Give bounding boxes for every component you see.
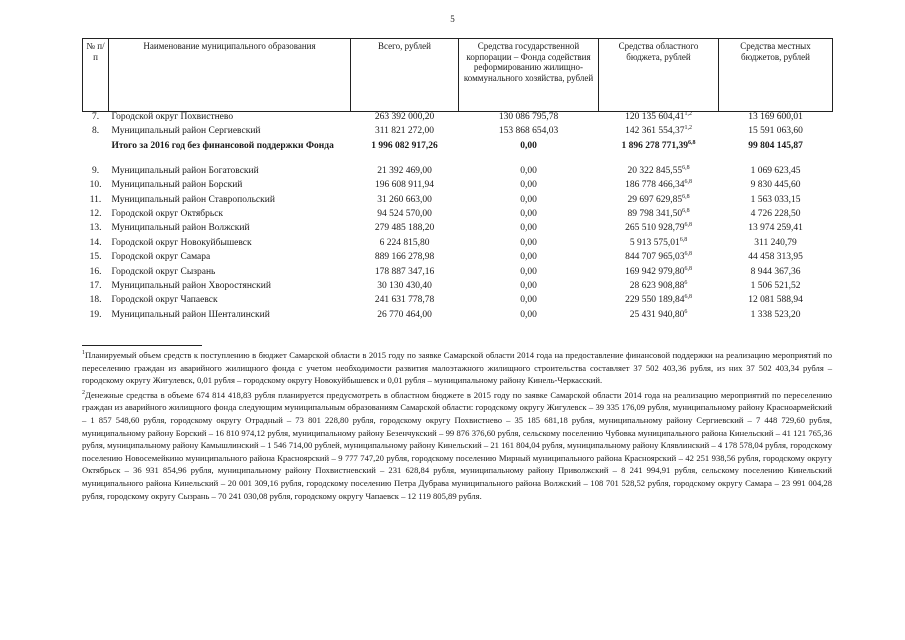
row-municipality xyxy=(109,195,351,209)
row-number xyxy=(83,310,109,324)
row-total-text: 279 485 188,20 xyxy=(374,223,435,234)
row-fund-text: 0,00 xyxy=(520,208,537,219)
row-local-text: 1 563 033,15 xyxy=(750,194,801,205)
row-local-text: 1 506 521,52 xyxy=(750,280,801,291)
header-local: Средства местных бюджетов, рублей xyxy=(719,39,833,112)
row-municipality xyxy=(109,126,351,140)
row-oblast xyxy=(599,295,719,309)
row-oblast-text: 186 778 466,34 xyxy=(625,180,685,191)
row-municipality-text: Муниципальный район Богатовский xyxy=(111,165,259,176)
row-total xyxy=(351,112,459,127)
row-total-text: 21 392 469,00 xyxy=(377,165,432,176)
row-local-text: 9 830 445,60 xyxy=(750,180,801,191)
row-municipality-text: Городской округ Самара xyxy=(111,252,211,263)
row-local-text: 4 726 228,50 xyxy=(750,208,801,219)
row-fund xyxy=(459,267,599,281)
total-oblast xyxy=(599,141,719,166)
row-local xyxy=(719,281,833,295)
row-fund xyxy=(459,112,599,127)
total-row xyxy=(83,141,833,166)
row-total xyxy=(351,238,459,252)
row-local-text: 1 069 623,45 xyxy=(750,165,801,176)
header-total: Всего, рублей xyxy=(351,39,459,112)
row-oblast xyxy=(599,238,719,252)
row-oblast-text: 89 798 341,50 xyxy=(627,208,683,219)
footnote-ref: 6 xyxy=(684,279,688,286)
row-municipality xyxy=(109,252,351,266)
row-fund xyxy=(459,195,599,209)
row-total xyxy=(351,195,459,209)
row-number-text: 10. xyxy=(89,180,102,191)
footnote-ref: 6,8 xyxy=(682,193,690,200)
header-fund: Средства государственной корпорации – Фонда содействия реформированию жилищно-коммунального хозяйства, рублей xyxy=(459,39,599,112)
row-oblast xyxy=(599,195,719,209)
row-local-text: 311 240,79 xyxy=(754,237,797,248)
footnote-ref: 6,8 xyxy=(682,164,690,171)
row-number-text: 16. xyxy=(89,266,102,277)
row-municipality xyxy=(109,267,351,281)
row-total-text: 196 608 911,94 xyxy=(374,180,435,191)
row-number-text: 17. xyxy=(89,280,102,291)
row-municipality xyxy=(109,209,351,223)
table-row xyxy=(83,112,833,127)
row-number xyxy=(83,238,109,252)
funding-table xyxy=(82,38,833,324)
total-local-text: 99 804 145,87 xyxy=(748,140,803,151)
row-local-text: 15 591 063,60 xyxy=(748,126,803,137)
row-municipality xyxy=(109,281,351,295)
footnote-2-mark: 2 xyxy=(82,389,85,396)
row-municipality xyxy=(109,166,351,180)
footnote-ref: 6,8 xyxy=(684,250,692,257)
row-number-text: 19. xyxy=(89,309,102,320)
row-fund xyxy=(459,223,599,237)
row-total xyxy=(351,252,459,266)
row-local xyxy=(719,267,833,281)
row-number-text: 12. xyxy=(89,208,102,219)
row-local xyxy=(719,126,833,140)
row-fund-text: 130 086 795,78 xyxy=(498,112,559,122)
row-number xyxy=(83,281,109,295)
row-number-text: 15. xyxy=(89,252,102,263)
row-number xyxy=(83,252,109,266)
row-municipality-text: Городской округ Октябрьск xyxy=(111,208,224,219)
row-number xyxy=(83,112,109,127)
row-local-text: 12 081 588,94 xyxy=(748,295,803,306)
footnote-1-text: Планируемый объем средств к поступлению в бюджет Самарской области в 2015 году по заявке Самарской области 2014 года на предоставление финансовой поддержки на реализацию мероприятий по переселению граждан из аварийного жилищного фонда с учетом необходимости развития малоэтажного жилищного строительства составляет 37 502 403,36 рубля, из них 37 502 403,34 рубля – городскому округу Жигулевск, 0,01 рубля – городскому округу Новокуйбышевск и 0,01 рубля – муниципальному району Кинель-Черкасский. xyxy=(82,350,832,386)
table-row xyxy=(83,126,833,140)
row-total-text: 30 130 430,40 xyxy=(377,280,432,291)
table-row xyxy=(83,252,833,266)
row-total xyxy=(351,166,459,180)
row-number xyxy=(83,295,109,309)
row-number-text: 13. xyxy=(89,223,102,234)
row-total xyxy=(351,281,459,295)
row-fund xyxy=(459,238,599,252)
row-local xyxy=(719,252,833,266)
row-number xyxy=(83,209,109,223)
row-total xyxy=(351,310,459,324)
row-oblast-text: 5 913 575,01 xyxy=(629,237,680,248)
row-fund xyxy=(459,126,599,140)
row-oblast xyxy=(599,281,719,295)
row-oblast-text: 844 707 965,03 xyxy=(625,252,685,263)
row-number xyxy=(83,223,109,237)
total-sum-text: 1 996 082 917,26 xyxy=(371,140,438,151)
footnote-ref: 6,8 xyxy=(684,294,692,301)
row-local-text: 13 169 600,01 xyxy=(748,112,803,122)
header-number: № п/п xyxy=(83,39,109,112)
row-fund-text: 0,00 xyxy=(520,266,537,277)
row-total xyxy=(351,223,459,237)
row-municipality-text: Муниципальный район Борский xyxy=(111,180,243,191)
row-number xyxy=(83,126,109,140)
table-row xyxy=(83,238,833,252)
table-row xyxy=(83,295,833,309)
row-oblast-text: 142 361 554,37 xyxy=(625,126,685,137)
row-fund-text: 0,00 xyxy=(520,194,537,205)
row-oblast xyxy=(599,252,719,266)
row-total-text: 31 260 663,00 xyxy=(377,194,432,205)
row-municipality xyxy=(109,112,351,127)
header-oblast: Средства областного бюджета, рублей xyxy=(599,39,719,112)
row-oblast xyxy=(599,223,719,237)
total-sum xyxy=(351,141,459,166)
row-number-text: 14. xyxy=(89,237,102,248)
row-local xyxy=(719,295,833,309)
row-number-text: 9. xyxy=(91,165,100,176)
table-row xyxy=(83,223,833,237)
row-total-text: 263 392 000,20 xyxy=(374,112,435,122)
row-municipality xyxy=(109,310,351,324)
row-oblast-text: 265 510 928,79 xyxy=(625,223,685,234)
footnote-ref: 6,8 xyxy=(684,222,692,229)
row-local xyxy=(719,223,833,237)
footnote-2 xyxy=(82,389,832,502)
footnote-ref: 1,2 xyxy=(684,125,692,132)
row-local xyxy=(719,166,833,180)
row-fund xyxy=(459,166,599,180)
row-local-text: 44 458 313,95 xyxy=(748,252,803,263)
row-local xyxy=(719,112,833,127)
row-fund xyxy=(459,180,599,194)
row-municipality xyxy=(109,238,351,252)
row-fund xyxy=(459,252,599,266)
row-municipality xyxy=(109,223,351,237)
row-oblast-text: 229 550 189,84 xyxy=(625,295,685,306)
row-oblast xyxy=(599,209,719,223)
row-local xyxy=(719,209,833,223)
total-oblast-text: 1 896 278 771,39 xyxy=(621,140,688,151)
row-fund-text: 153 868 654,03 xyxy=(498,126,559,137)
row-fund-text: 0,00 xyxy=(520,180,537,191)
row-fund xyxy=(459,310,599,324)
row-local xyxy=(719,195,833,209)
table-row xyxy=(83,281,833,295)
row-municipality xyxy=(109,295,351,309)
row-municipality-text: Городской округ Новокуйбышевск xyxy=(111,237,252,248)
row-fund-text: 0,00 xyxy=(520,309,537,320)
row-oblast xyxy=(599,180,719,194)
footnote-ref: 6 xyxy=(684,308,688,315)
row-number-text: 7. xyxy=(91,112,100,122)
table-header-row xyxy=(83,39,833,112)
table-row xyxy=(83,180,833,194)
row-oblast-text: 28 623 908,88 xyxy=(629,280,685,291)
row-total-text: 241 631 778,78 xyxy=(374,295,435,306)
row-number-text: 11. xyxy=(89,194,102,205)
row-local xyxy=(719,310,833,324)
row-total xyxy=(351,180,459,194)
row-total xyxy=(351,295,459,309)
row-total-text: 6 224 815,80 xyxy=(379,237,430,248)
footnote-ref: 6,8 xyxy=(679,236,688,243)
row-fund xyxy=(459,209,599,223)
row-oblast-text: 20 322 845,55 xyxy=(627,165,683,176)
total-label-text: Итого за 2016 год без финансовой поддержки Фонда xyxy=(111,140,334,151)
row-number xyxy=(83,195,109,209)
row-municipality-text: Муниципальный район Ставропольский xyxy=(111,194,275,205)
table-row xyxy=(83,209,833,223)
row-fund xyxy=(459,295,599,309)
row-total-text: 311 821 272,00 xyxy=(374,126,435,137)
footnote-ref: 6,8 xyxy=(688,139,696,146)
row-total-text: 94 524 570,00 xyxy=(377,208,432,219)
footnote-ref: 6,8 xyxy=(684,179,692,186)
row-oblast xyxy=(599,112,719,127)
row-oblast-text: 29 697 629,85 xyxy=(627,194,683,205)
footnote-ref: 6,8 xyxy=(682,207,690,214)
row-municipality-text: Городской округ Чапаевск xyxy=(111,295,218,306)
row-municipality-text: Муниципальный район Волжский xyxy=(111,223,250,234)
row-municipality-text: Городской округ Сызрань xyxy=(111,266,216,277)
footnote-ref: 1,2 xyxy=(684,110,692,117)
row-fund-text: 0,00 xyxy=(520,280,537,291)
total-fund-text: 0,00 xyxy=(520,140,537,151)
row-municipality-text: Муниципальный район Хворостянский xyxy=(111,280,271,291)
row-local-text: 13 974 259,41 xyxy=(748,223,803,234)
footnote-1 xyxy=(82,349,832,387)
page-number: 5 xyxy=(450,14,455,24)
footnote-2-text: Денежные средства в объеме 674 814 418,83 рубля планируется предусмотреть в областном бюджете в 2015 году по заявке Самарской области 2014 года на реализацию мероприятий по переселению граждан из аварийного жилищного фонда следующим муниципальным образованиям Самарской области: городскому округу Жигулевск – 39 335 176,09 рубля, муниципальному району Красноармейский – 1 857 548,60 рубля, городскому округу Отрадный – 73 801 228,80 рубля, городскому округу Похвистнево – 35 185 681,18 рубля, муниципальному району Сергиевский – 7 448 729,60 рубля, муниципальному району Борский – 16 810 974,12 рубля, муниципальному району Безенчукский – 99 876 376,60 рубля, сельскому поселению Чубовка муниципального района Кинельский – 41 121 765,36 рубля, муниципальному району Камышлинский – 1 546 714,00 рублей, муниципальному району Кинельский – 21 161 804,04 рубля, муниципальному району Клявлинский – 4 178 578,04 рубля, городскому поселению Новосемейкино муниципального района Красноярский – 9 777 747,20 рубля, городскому поселению Мирный муниципального района Красноярский – 42 251 938,56 рубля, городскому округу Октябрьск – 36 931 854,96 рубля, муниципальному району Похвистневский – 231 628,84 рубля, муниципальному району Приволжский – 8 241 994,91 рубля, сельскому поселению Кинельский муниципального района Кинельский – 20 001 309,16 рубля, городскому поселению Петра Дубрава муниципального района Волжский – 108 701 528,52 рубля, городскому округу Самара – 23 991 004,28 рубля, городскому округу Сызрань – 70 241 030,08 рубля, городскому округу Чапаевск – 12 119 805,89 рубля. xyxy=(82,389,832,501)
row-municipality-text: Муниципальный район Сергиевский xyxy=(111,126,261,137)
table-row xyxy=(83,195,833,209)
row-fund-text: 0,00 xyxy=(520,223,537,234)
footnote-divider xyxy=(82,345,202,346)
row-fund xyxy=(459,281,599,295)
row-total xyxy=(351,126,459,140)
row-fund-text: 0,00 xyxy=(520,252,537,263)
row-number xyxy=(83,180,109,194)
row-total-text: 178 887 347,16 xyxy=(374,266,435,277)
row-oblast xyxy=(599,126,719,140)
row-fund-text: 0,00 xyxy=(520,165,537,176)
row-municipality xyxy=(109,180,351,194)
header-municipality: Наименование муниципального образования xyxy=(109,39,351,112)
footnotes xyxy=(82,349,832,504)
row-number-text: 18. xyxy=(89,295,102,306)
table-row xyxy=(83,310,833,324)
table-row xyxy=(83,267,833,281)
row-local xyxy=(719,238,833,252)
row-local-text: 8 944 367,36 xyxy=(750,266,801,277)
row-total-text: 26 770 464,00 xyxy=(377,309,432,320)
total-fund xyxy=(459,141,599,166)
row-local xyxy=(719,180,833,194)
row-total xyxy=(351,209,459,223)
row-fund-text: 0,00 xyxy=(520,295,537,306)
footnote-ref: 6,8 xyxy=(684,265,692,272)
total-number xyxy=(83,141,109,166)
row-oblast xyxy=(599,267,719,281)
footnote-1-mark: 1 xyxy=(82,350,85,357)
row-total xyxy=(351,267,459,281)
total-local xyxy=(719,141,833,166)
row-number xyxy=(83,267,109,281)
row-number-text: 8. xyxy=(91,126,100,137)
row-total-text: 889 166 278,98 xyxy=(374,252,435,263)
row-oblast xyxy=(599,166,719,180)
row-municipality-text: Муниципальный район Шенталинский xyxy=(111,309,270,320)
row-fund-text: 0,00 xyxy=(520,237,537,248)
row-oblast xyxy=(599,310,719,324)
row-municipality-text: Городской округ Похвистнево xyxy=(111,112,234,122)
row-oblast-text: 120 135 604,41 xyxy=(625,112,685,122)
row-number xyxy=(83,166,109,180)
row-local-text: 1 338 523,20 xyxy=(750,309,801,320)
row-oblast-text: 25 431 940,80 xyxy=(629,309,685,320)
row-oblast-text: 169 942 979,80 xyxy=(625,266,685,277)
total-label xyxy=(109,141,351,166)
table-row xyxy=(83,166,833,180)
